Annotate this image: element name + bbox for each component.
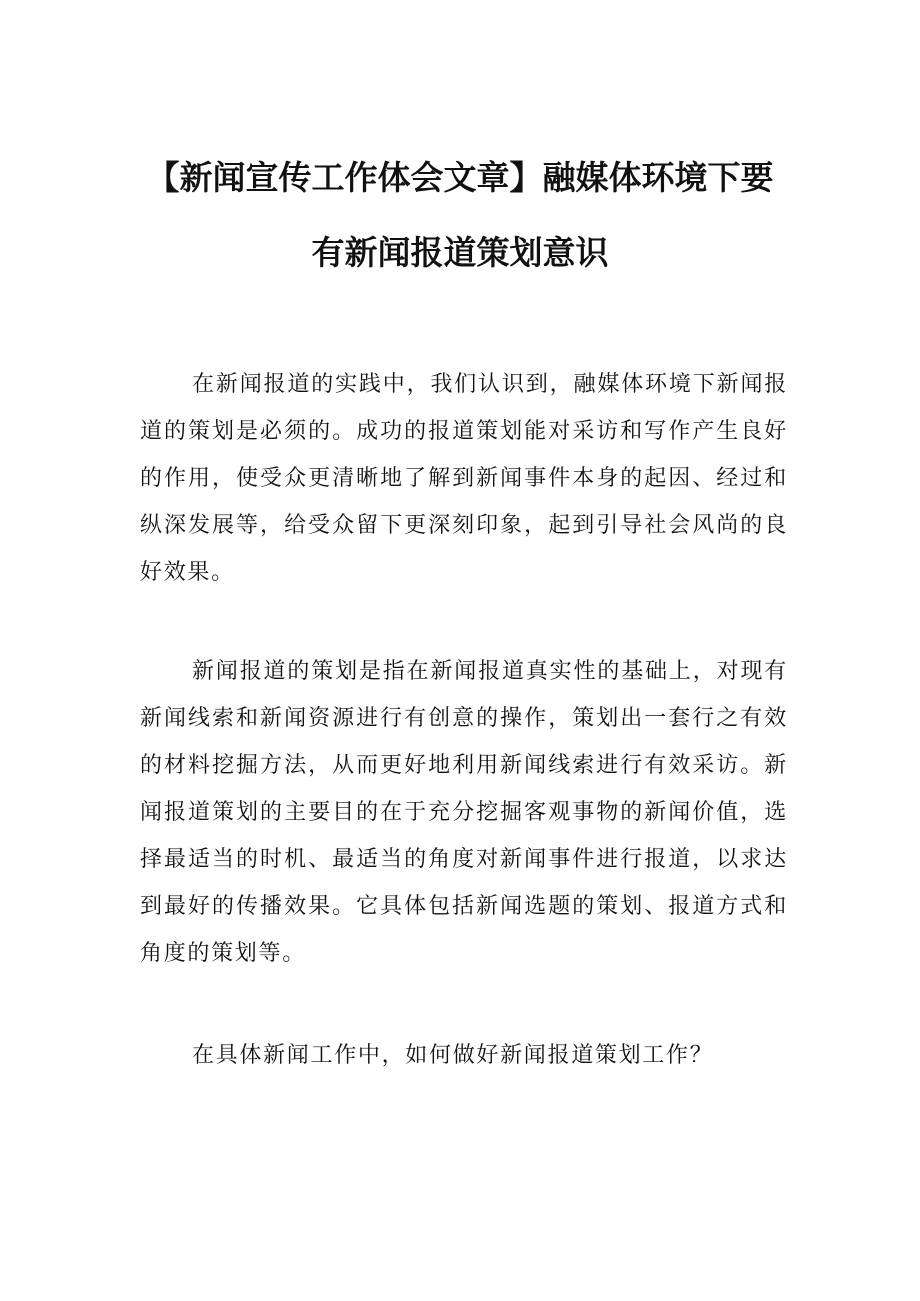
body-paragraph: 新闻报道的策划是指在新闻报道真实性的基础上，对现有新闻线索和新闻资源进行有创意的操作，策划出一套行之有效的材料挖掘方法，从而更好地利用新闻线索进行有效采访。新闻报道策划的主要目的在于充分挖掘客观事物的新闻价值，选择最适当的时机、最适当的角度对新闻事件进行报道，以求达到最好的传播效果。它具体包括新闻选题的策划、报道方式和角度的策划等。: [140, 659, 788, 966]
body-paragraph: 在新闻报道的实践中，我们认识到，融媒体环境下新闻报道的策划是必须的。成功的报道策划能对采访和写作产生良好的作用，使受众更清晰地了解到新闻事件本身的起因、经过和纵深发展等，给受众留下更深刻印象，起到引导社会风尚的良好效果。: [140, 372, 788, 585]
document-title-line-2: 有新闻报道策划意识: [311, 233, 609, 272]
document-title-line-1: 【新闻宣传工作体会文章】融媒体环境下要: [146, 158, 774, 197]
body-paragraph: 在具体新闻工作中，如何做好新闻报道策划工作？: [192, 1043, 714, 1068]
